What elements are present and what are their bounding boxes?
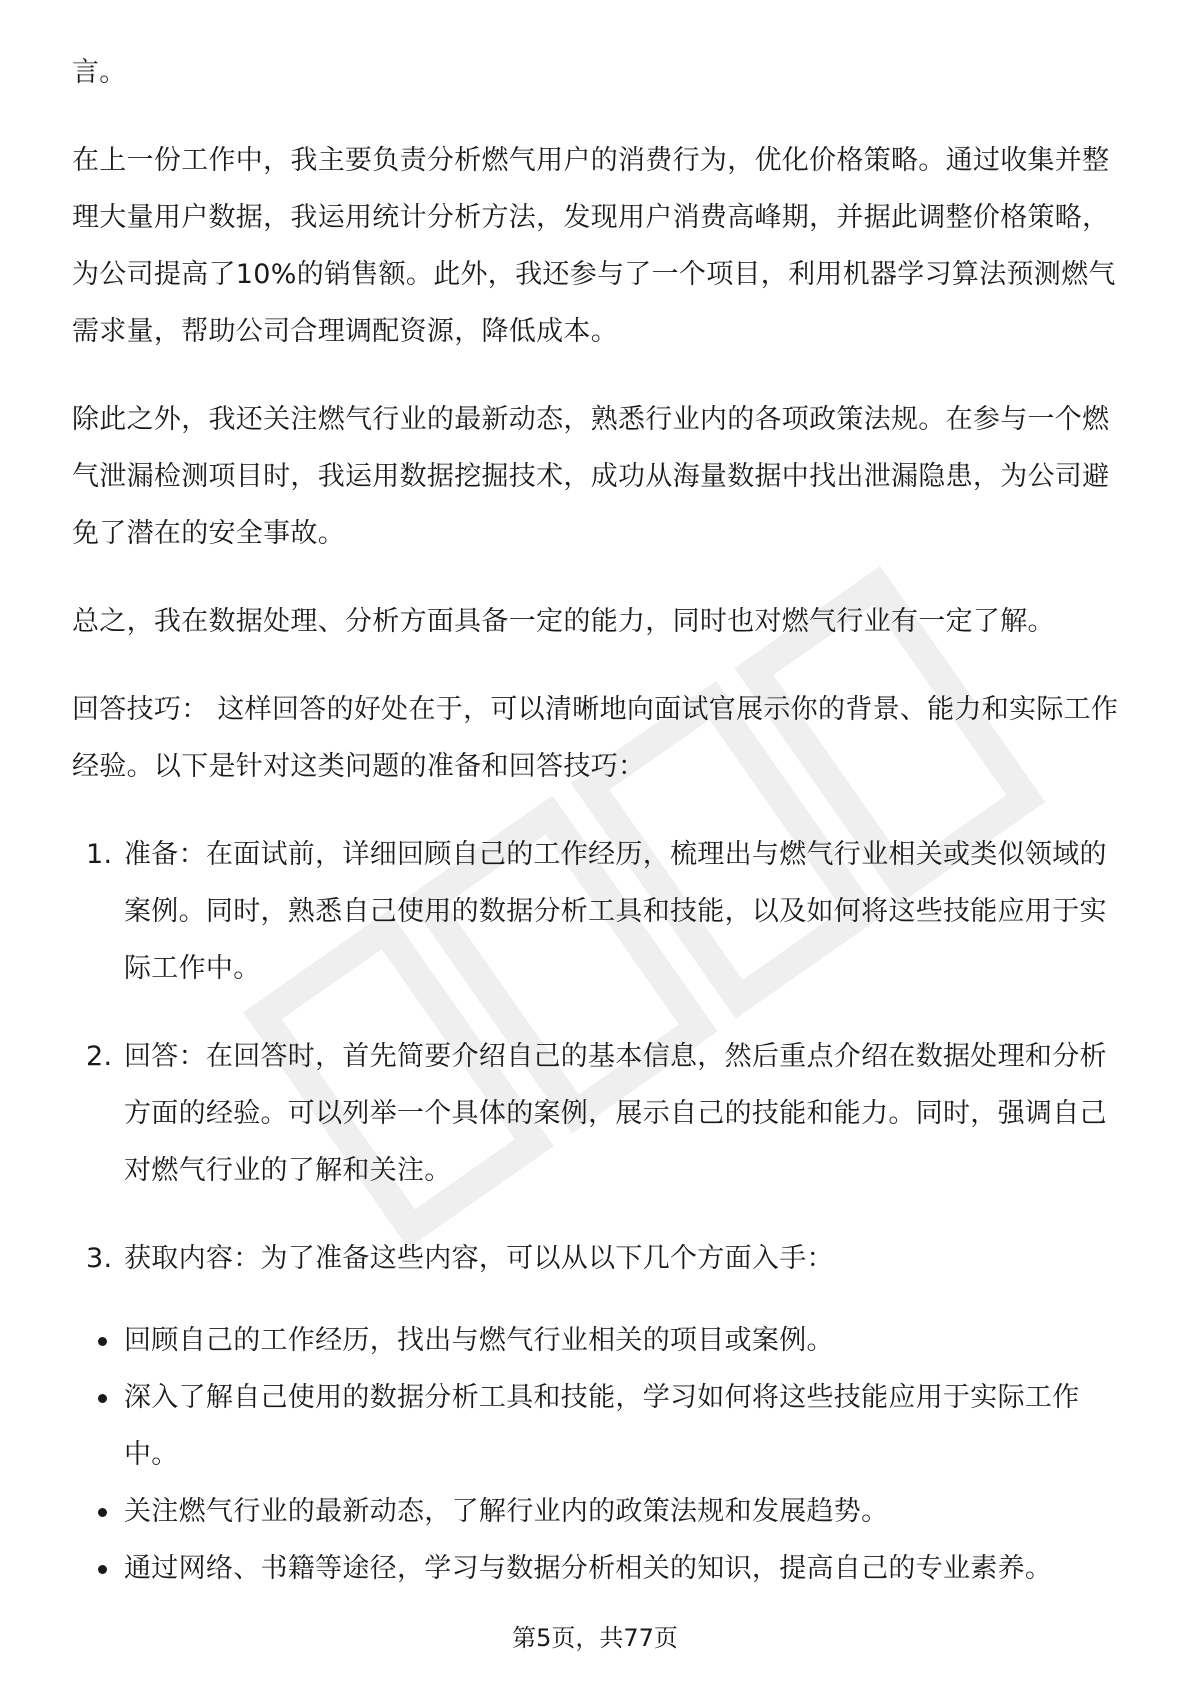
paragraph-summary: 总之，我在数据处理、分析方面具备一定的能力，同时也对燃气行业有一定了解。 xyxy=(72,606,1055,637)
document-body xyxy=(72,44,1122,1597)
list-item-text: 获取内容：为了准备这些内容，可以从以下几个方面入手： xyxy=(124,1243,834,1274)
bullet-text: 通过网络、书籍等途径，学习与数据分析相关的知识，提高自己的专业素养。 xyxy=(124,1553,1053,1584)
bullet-icon xyxy=(98,1394,107,1403)
bullet-icon xyxy=(98,1508,107,1517)
list-item xyxy=(72,1028,1122,1199)
bullet-text: 回顾自己的工作经历，找出与燃气行业相关的项目或案例。 xyxy=(124,1325,834,1356)
list-item-text: 准备：在面试前，详细回顾自己的工作经历，梳理出与燃气行业相关或类似领域的案例。同时，熟悉自己使用的数据分析工具和技能，以及如何将这些技能应用于实际工作中。 xyxy=(124,839,1107,984)
bullet-icon xyxy=(98,1565,107,1574)
page-number-footer: 第5页，共77页 xyxy=(512,1624,678,1652)
bullet-text: 深入了解自己使用的数据分析工具和技能，学习如何将这些技能应用于实际工作中。 xyxy=(124,1382,1080,1470)
steps-list xyxy=(72,826,1122,1287)
list-item xyxy=(72,826,1122,997)
bullet-item xyxy=(72,1483,1122,1540)
bullet-item xyxy=(72,1540,1122,1597)
bullet-item xyxy=(72,1369,1122,1483)
bullet-icon xyxy=(98,1337,107,1346)
paragraph-answer-tips: 回答技巧： 这样回答的好处在于，可以清晰地向面试官展示你的背景、能力和实际工作经验。以下是针对这类问题的准备和回答技巧： xyxy=(72,694,1119,782)
paragraph-work-experience: 在上一份工作中，我主要负责分析燃气用户的消费行为，优化价格策略。通过收集并整理大量用户数据，我运用统计分析方法，发现用户消费高峰期，并据此调整价格策略，为公司提高了10%的销售额。此外，我还参与了一个项目，利用机器学习算法预测燃气需求量，帮助公司合理调配资源，降低成本。 xyxy=(72,145,1116,347)
list-number: 2. xyxy=(86,1041,113,1072)
paragraph-industry-knowledge: 除此之外，我还关注燃气行业的最新动态，熟悉行业内的各项政策法规。在参与一个燃气泄漏检测项目时，我运用数据挖掘技术，成功从海量数据中找出泄漏隐患，为公司避免了潜在的安全事故。 xyxy=(72,404,1110,549)
list-number: 1. xyxy=(86,839,113,870)
list-number: 3. xyxy=(86,1243,113,1274)
bullet-text: 关注燃气行业的最新动态，了解行业内的政策法规和发展趋势。 xyxy=(124,1496,889,1527)
list-item-text: 回答：在回答时，首先简要介绍自己的基本信息，然后重点介绍在数据处理和分析方面的经验。可以列举一个具体的案例，展示自己的技能和能力。同时，强调自己对燃气行业的了解和关注。 xyxy=(124,1041,1107,1186)
list-item xyxy=(72,1230,1122,1287)
paragraph-continuation: 言。 xyxy=(72,57,127,88)
bullet-item xyxy=(72,1312,1122,1369)
bullet-list xyxy=(72,1312,1122,1597)
